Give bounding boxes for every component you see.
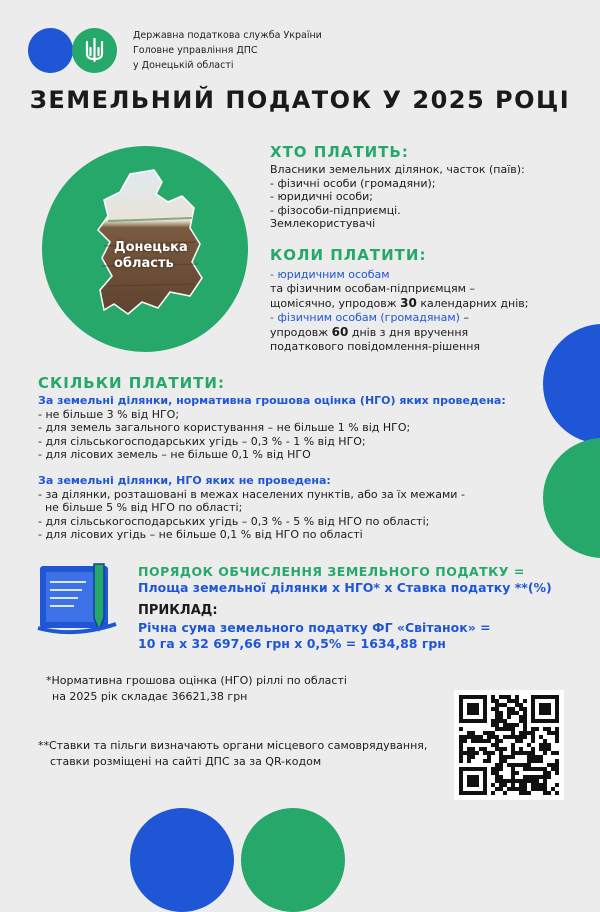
org-line-2: Головне управління ДПС	[133, 45, 258, 56]
note-2-line-2: ставки розміщені на сайті ДПС за за QR-кодом	[50, 755, 322, 768]
how-much-group-2	[38, 474, 465, 542]
map-label-line-2: область	[114, 256, 174, 271]
map-circle	[42, 146, 248, 352]
group-2-line: не більше 5 % від НГО по області;	[38, 501, 243, 514]
decor-circle-green-bottom	[241, 808, 345, 912]
when-list	[270, 268, 528, 354]
when-heading: КОЛИ ПЛАТИТИ:	[270, 246, 427, 264]
org-line-1: Державна податкова служба України	[133, 30, 322, 41]
note-2-line-1: **Ставки та пільги визначають органи місцевого самоврядування,	[38, 739, 428, 752]
when-line-4: - фізичним особам (громадянам) –	[270, 311, 469, 324]
group-1-line: - для сільськогосподарських угідь – 0,3 % - 1 % від НГО;	[38, 434, 366, 448]
document-pen-icon	[34, 560, 126, 640]
group-2-line: - для лісових угідь – не більше 0,1 % від НГО по області	[38, 528, 363, 541]
example-line-1: Річна сума земельного податку ФГ «Світанок» =	[138, 620, 491, 635]
who-line: - фізособи-підприємці.	[270, 203, 401, 217]
when-line-6: податкового повідомлення-рішення	[270, 340, 481, 353]
when-line-3: щомісячно, упродовж 30 календарних днів;	[270, 296, 529, 310]
decor-circle-blue-right	[543, 324, 600, 444]
map-label-line-1: Донецька	[114, 240, 188, 255]
formula-heading: ПОРЯДОК ОБЧИСЛЕННЯ ЗЕМЕЛЬНОГО ПОДАТКУ =	[138, 564, 525, 579]
page-title: ЗЕМЕЛЬНИЙ ПОДАТОК У 2025 РОЦІ	[29, 86, 571, 114]
how-much-group-1	[38, 394, 506, 462]
decor-circle-green-right	[543, 438, 600, 558]
organization-header	[133, 28, 322, 73]
emblem-circle	[72, 28, 117, 73]
note-1-line-1: *Нормативна грошова оцінка (НГО) ріллі по області	[46, 674, 347, 687]
qr-code-icon[interactable]	[454, 690, 564, 800]
when-line-5: упродовж 60 днів з дня вручення	[270, 325, 469, 339]
example-line-2: 10 га х 32 697,66 грн х 0,5% = 1634,88 грн	[138, 636, 446, 651]
note-2	[38, 738, 427, 770]
group-2-line: - за ділянки, розташовані в межах населених пунктів, або за їх межами -	[38, 487, 465, 501]
group-1-line: - для земель загального користування – не більше 1 % від НГО;	[38, 421, 411, 434]
trident-icon	[72, 28, 117, 73]
group-1-title: За земельні ділянки, нормативна грошова оцінка (НГО) яких проведена:	[38, 394, 506, 407]
org-line-3: у Донецькій області	[133, 60, 234, 71]
note-1	[46, 673, 347, 705]
when-line-2: та фізичним особам-підприємцям –	[270, 282, 475, 295]
note-1-line-2: на 2025 рік складає 36621,38 грн	[52, 690, 248, 703]
formula-line: Площа земельної ділянки х НГО* х Ставка податку **(%)	[138, 580, 552, 595]
decor-circle-blue-bottom	[130, 808, 234, 912]
who-list	[270, 163, 525, 231]
when-line-1: - юридичним особам	[270, 268, 390, 281]
group-1-line: - для лісових земель – не більше 0,1 % від НГО	[38, 448, 311, 461]
who-line: Землекористувачі	[270, 217, 376, 230]
group-2-title: За земельні ділянки, НГО яких не проведена:	[38, 474, 331, 487]
who-line: - фізичні особи (громадяни);	[270, 176, 436, 190]
decor-circle-blue-top	[28, 28, 73, 73]
group-1-line: - не більше 3 % від НГО;	[38, 407, 180, 421]
who-line: - юридичні особи;	[270, 190, 374, 203]
group-2-line: - для сільськогосподарських угідь – 0,3 % - 5 % від НГО по області;	[38, 514, 430, 528]
who-heading: ХТО ПЛАТИТЬ:	[270, 143, 409, 161]
how-much-heading: СКІЛЬКИ ПЛАТИТИ:	[38, 374, 225, 392]
who-line: Власники земельних ділянок, часток (паїв):	[270, 163, 525, 176]
example-heading: ПРИКЛАД:	[138, 603, 218, 618]
